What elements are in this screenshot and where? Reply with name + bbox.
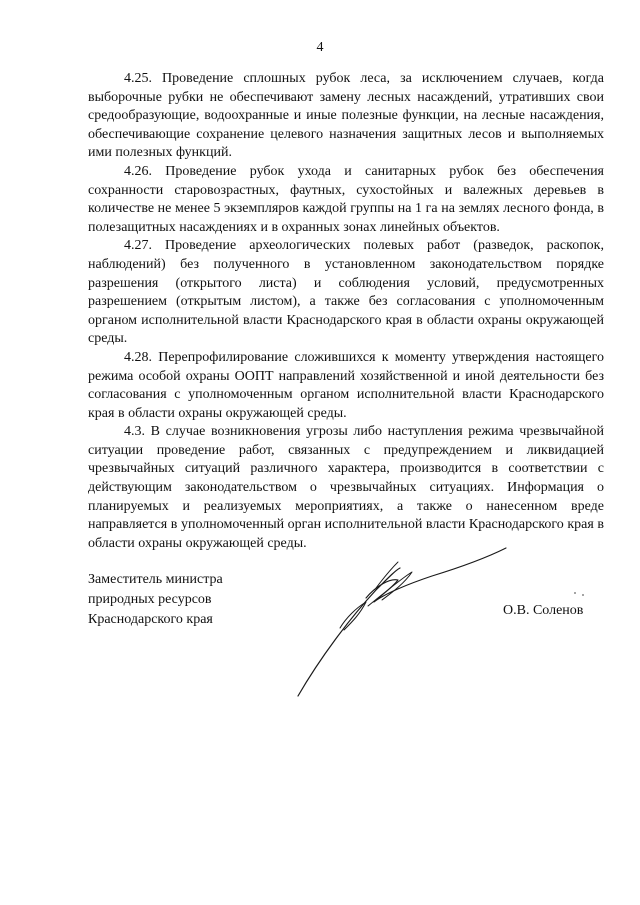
paragraph-4-27: 4.27. Проведение археологических полевых работ (разведок, раскопок, наблюдений) без полученного в установленном законодательством порядке разрешения (открытого листа) и соблюдения условий, предусмотренных разрешением (открытым листом), а также без согласования с уполномоченным органом исполнительной власти Краснодарского края в области охраны окружающей среды. — [88, 238, 604, 347]
document-body — [88, 70, 604, 553]
handwritten-signature — [280, 528, 540, 708]
signer-title-line: Краснодарского края — [88, 612, 213, 627]
paragraph-4-28: 4.28. Перепрофилирование сложившихся к моменту утверждения настоящего режима особой охраны ООПТ направлений хозяйственной и иной деятельности без согласования с уполномоченным органом исполнительной власти Краснодарского края в области охраны окружающей среды. — [88, 349, 604, 421]
signer-title-line: природных ресурсов — [88, 592, 212, 607]
signer-name: О.В. Соленов — [503, 603, 584, 618]
paragraph-4-3: 4.3. В случае возникновения угрозы либо наступления режима чрезвычайной ситуации проведение работ, связанных с предупреждением и ликвидацией чрезвычайных ситуаций различного характера, производится в соответствии с действующим законодательством о чрезвычайных ситуациях. Информация о планируемых и реализуемых мероприятиях, а также о нанесенном вреде направляется в уполномоченный орган исполнительной власти Краснодарского края в области охраны окружающей среды. — [88, 424, 604, 551]
paragraph-4-26: 4.26. Проведение рубок ухода и санитарных рубок без обеспечения сохранности старовозрастных, фаутных, сухостойных и валежных деревьев в количестве не менее 5 экземпляров каждой группы на 1 га на землях лесного фонда, в полезащитных насаждениях и в охранных зонах линейных объектов. — [88, 163, 604, 235]
paragraph-4-25: 4.25. Проведение сплошных рубок леса, за исключением случаев, когда выборочные рубки не обеспечивают замену лесных насаждений, утративших свои средообразующие, водоохранные и иные полезные функции, на лесные насаждения, обеспечивающие сохранение целевого назначения защитных лесов и выполняемых ими полезных функций. — [88, 71, 604, 161]
signer-position — [88, 570, 223, 630]
page-number: 4 — [316, 40, 324, 55]
signer-title-line: Заместитель министра — [88, 572, 223, 587]
